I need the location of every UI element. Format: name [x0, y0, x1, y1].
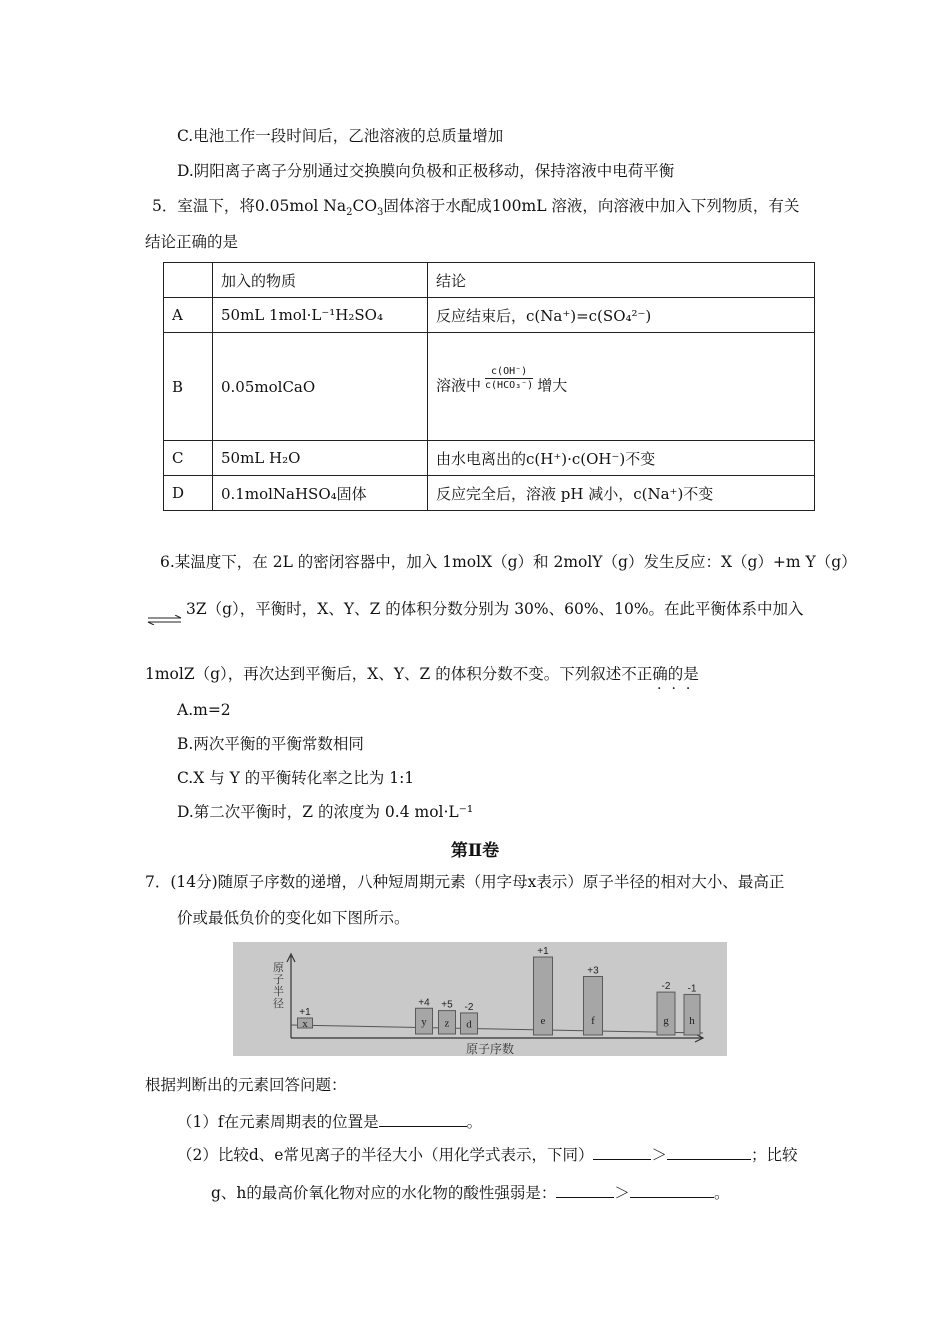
greater-than: ＞: [614, 1184, 630, 1202]
q7-part2-line2: [211, 1181, 729, 1203]
x-axis-label: 原子序数: [466, 1042, 515, 1056]
element-valence-f: +3: [587, 965, 599, 977]
y-axis-label: 原子半径: [273, 961, 284, 1010]
equilibrium-arrow-icon: [147, 615, 183, 625]
part1-text: （1）f在元素周期表的位置是: [177, 1113, 379, 1131]
q5-stem-part2: CO: [352, 197, 378, 215]
q4-option-d: D.阴阳离子离子分别通过交换膜向负极和正极移动，保持溶液中电荷平衡: [177, 162, 675, 180]
element-letter-x: x: [302, 1018, 308, 1030]
part2-text-2: g、h的最高价氧化物对应的水化物的酸性强弱是：: [211, 1184, 557, 1202]
greater-than: ＞: [651, 1146, 667, 1164]
q5-stem-part3: 固体溶于水配成100mL 溶液，向溶液中加入下列物质，有关: [383, 197, 800, 215]
fraction-numerator: c(OH⁻): [485, 365, 533, 379]
table-header-conclusion: 结论: [428, 263, 815, 298]
q6-option-a: A.m=2: [177, 701, 231, 719]
answer-blank[interactable]: [667, 1143, 751, 1160]
q6-option-c: C.X 与 Y 的平衡转化率之比为 1:1: [177, 769, 415, 787]
answer-blank[interactable]: [556, 1181, 614, 1198]
table-header-substance: 加入的物质: [213, 263, 428, 298]
element-valence-y: +4: [418, 997, 430, 1009]
baseline-slope: [291, 1025, 703, 1033]
q6-line1: 6.某温度下，在 2L 的密闭容器中，加入 1molX（g）和 2molY（g）发生反应：X（g）+m Y（g）: [160, 553, 857, 571]
element-valence-h: -1: [687, 983, 697, 995]
part2-compare: ；比较: [750, 1146, 798, 1164]
q7-instruction: 根据判断出的元素回答问题：: [145, 1076, 347, 1094]
q5-stem-line2: 结论正确的是: [145, 233, 239, 251]
q4-option-c: C.电池工作一段时间后，乙池溶液的总质量增加: [177, 127, 504, 145]
element-letter-e: e: [540, 1015, 546, 1027]
row-conclusion: 由水电离出的c(H⁺)·c(OH⁻)不变: [428, 441, 815, 476]
table-header-blank: [164, 263, 213, 298]
q7-line1: 7．(14分)随原子序数的递增，八种短周期元素（用字母x表示）原子半径的相对大小、最高正: [145, 873, 785, 891]
q5-stem-part1: 5．室温下，将0.05mol Na: [152, 197, 347, 215]
table-row: [164, 441, 815, 476]
part1-end: 。: [466, 1113, 483, 1131]
row-substance: 50mL 1mol·L⁻¹H₂SO₄: [213, 298, 428, 333]
part2-text: （2）比较d、e常见离子的半径大小（用化学式表示，下同）: [177, 1146, 594, 1164]
section-title: 第Ⅱ卷: [450, 841, 500, 861]
ratio-fraction: [485, 365, 533, 392]
table-row: [164, 298, 815, 333]
table-row: [164, 476, 815, 511]
element-valence-x: +1: [299, 1007, 311, 1018]
table-header-row: [164, 263, 815, 298]
row-label: C: [164, 441, 213, 476]
row-substance: 50mL H₂O: [213, 441, 428, 476]
element-letter-h: h: [689, 1015, 695, 1027]
emphasis-dots: ···: [657, 681, 701, 697]
chart-bars: [298, 946, 701, 1035]
row-conclusion: 反应结束后，c(Na⁺)=c(SO₄²⁻): [428, 298, 815, 333]
q7-line2: 价或最低负价的变化如下图所示。: [177, 909, 410, 927]
element-bar-g: [657, 992, 675, 1035]
answer-blank[interactable]: [593, 1143, 651, 1160]
element-valence-e: +1: [537, 946, 549, 957]
q7-part2-line1: [177, 1143, 798, 1165]
row-substance: 0.05molCaO: [213, 333, 428, 441]
element-letter-g: g: [663, 1015, 669, 1027]
q6-option-d: D.第二次平衡时，Z 的浓度为 0.4 mol·L⁻¹: [177, 803, 474, 821]
q7-part1: [177, 1110, 482, 1132]
q6-option-b: B.两次平衡的平衡常数相同: [177, 735, 364, 753]
q6-line3: 1molZ（g），再次达到平衡后，X、Y、Z 的体积分数不变。下列叙述不正确的是: [145, 665, 699, 683]
part2-end: 。: [713, 1184, 730, 1202]
table-row: [164, 333, 815, 441]
element-valence-g: -2: [661, 981, 671, 993]
atomic-radius-figure: [233, 942, 727, 1056]
element-letter-z: z: [444, 1017, 450, 1030]
answer-blank[interactable]: [379, 1110, 467, 1127]
row-conclusion: [428, 333, 815, 441]
row-label: D: [164, 476, 213, 511]
element-letter-y: y: [421, 1016, 427, 1029]
q5-stem: 5．室温下，将0.05mol $Na_2CO_3$固体溶于水配成100mL 溶液，向溶液中加入下列物质，有关: [152, 197, 800, 219]
fraction-denominator: c(HCO₃⁻): [485, 380, 534, 391]
row-conclusion: 反应完全后，溶液 pH 减小，c(Na⁺)不变: [428, 476, 815, 511]
row-substance: 0.1molNaHSO₄固体: [213, 476, 428, 511]
row-label: A: [164, 298, 213, 333]
conclusion-post: 增大: [537, 376, 568, 395]
element-letter-f: f: [591, 1015, 595, 1027]
element-valence-z: +5: [441, 999, 453, 1011]
conclusion-pre: 溶液中: [436, 376, 482, 395]
element-valence-d: -2: [464, 1001, 474, 1013]
q6-line2: 3Z（g），平衡时，X、Y、Z 的体积分数分别为 30%、60%、10%。在此平衡体系中加入: [186, 600, 804, 618]
row-label: B: [164, 333, 213, 441]
q5-table: [163, 262, 815, 511]
answer-blank[interactable]: [630, 1181, 714, 1198]
atomic-radius-chart: [233, 942, 727, 1056]
element-letter-d: d: [466, 1018, 472, 1031]
